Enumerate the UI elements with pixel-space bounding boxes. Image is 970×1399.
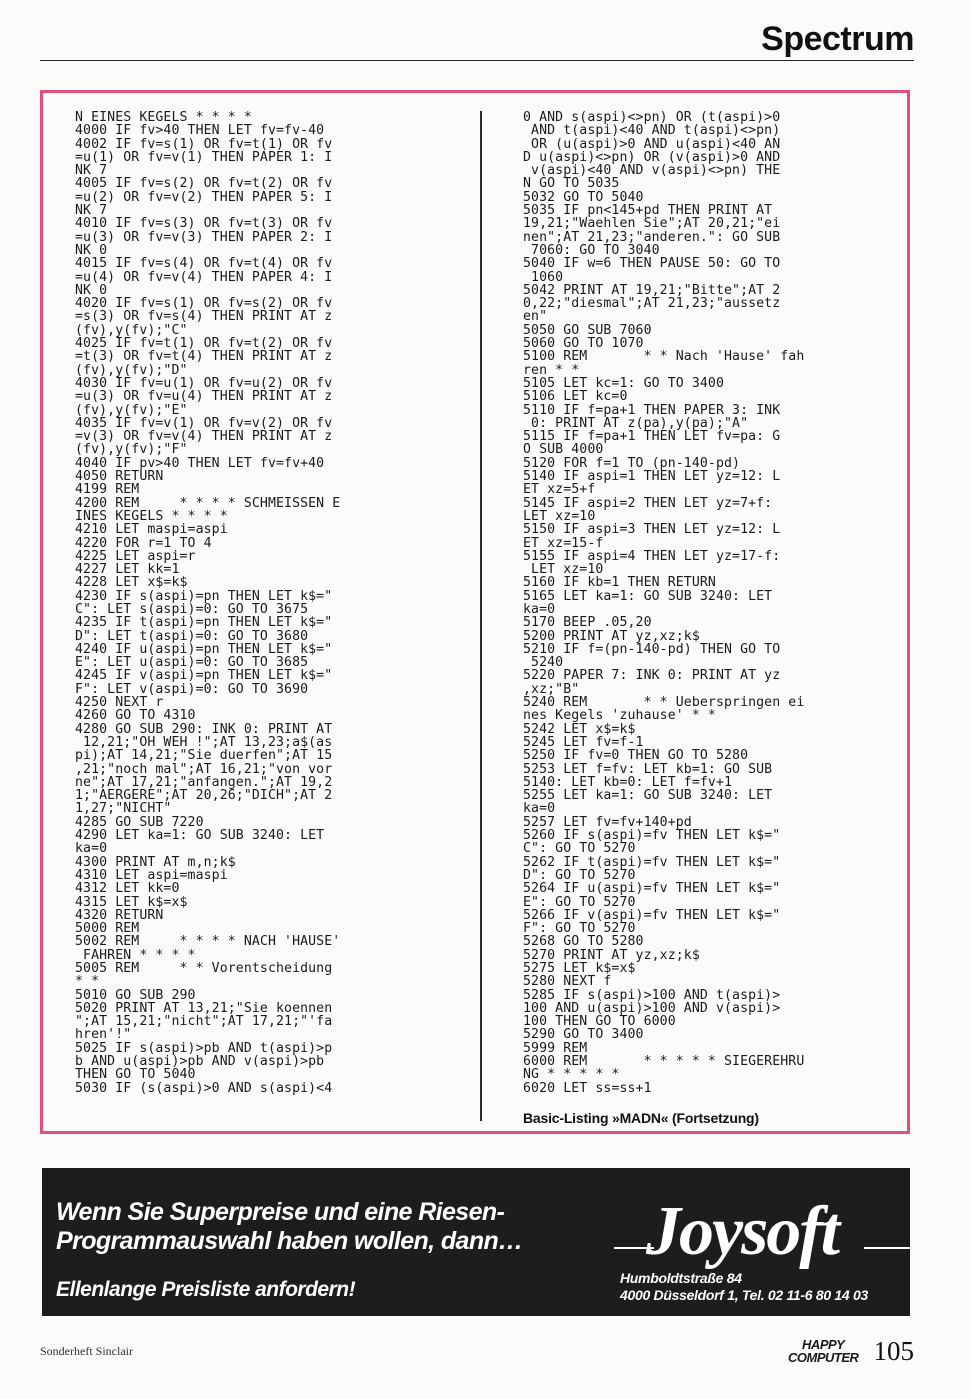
code-line: 5160 IF kb=1 THEN RETURN [523, 575, 716, 591]
ad-headline-line-2: Programmauswahl haben wollen, dann… [56, 1227, 523, 1255]
code-line: nen";AT 21,23;"anderen.": GO SUB [523, 229, 781, 245]
code-line: 5120 FOR f=1 TO (pn-140-pd) [523, 455, 741, 471]
code-line: 6020 LET ss=ss+1 [523, 1080, 652, 1096]
code-line: 5040 IF w=6 THEN PAUSE 50: GO TO [523, 256, 781, 272]
code-line: D": GO TO 5270 [523, 867, 636, 883]
code-line: 5245 LET fv=f-1 [523, 734, 644, 750]
code-line: =u(3) OR fv=v(3) THEN PAPER 2: I [75, 229, 333, 245]
code-line: THEN GO TO 5040 [75, 1067, 196, 1083]
code-line: 4290 LET ka=1: GO SUB 3240: LET [75, 828, 325, 844]
code-line: 1;"AERGERE";AT 20,26;"DICH";AT 2 [75, 788, 333, 804]
code-line: 4228 LET x$=k$ [75, 575, 188, 591]
code-line: (fv),y(fv);"E" [75, 402, 188, 418]
code-line: 5010 GO SUB 290 [75, 987, 196, 1003]
code-line: =v(3) OR fv=v(4) THEN PRINT AT z [75, 429, 333, 445]
code-line: INES KEGELS * * * * [75, 508, 228, 524]
code-line: 4320 RETURN [75, 907, 164, 923]
code-line: en" [523, 309, 548, 325]
code-line: 4285 GO SUB 7220 [75, 814, 204, 830]
code-line: 5255 LET ka=1: GO SUB 3240: LET [523, 788, 773, 804]
code-line: ne";AT 17,21;"anfangen.";AT 19,2 [75, 774, 333, 790]
code-line: 5999 REM [523, 1040, 588, 1056]
code-line: 4030 IF fv=u(1) OR fv=u(2) OR fv [75, 375, 333, 391]
code-line: 5110 IF f=pa+1 THEN PAPER 3: INK [523, 402, 781, 418]
code-line: 4227 LET kk=1 [75, 562, 180, 578]
code-line: 5268 GO TO 5280 [523, 934, 644, 950]
code-line: 4235 IF t(aspi)=pn THEN LET k$=" [75, 615, 333, 631]
code-line: E": GO TO 5270 [523, 894, 636, 910]
code-line: 5260 IF s(aspi)=fv THEN LET k$=" [523, 828, 781, 844]
joysoft-advertisement [42, 1168, 910, 1316]
code-line: 4040 IF pv>40 THEN LET fv=fv+40 [75, 455, 325, 471]
code-line: 5242 LET x$=k$ [523, 721, 636, 737]
code-line: 4010 IF fv=s(3) OR fv=t(3) OR fv [75, 216, 333, 232]
code-line: ka=0 [523, 601, 556, 617]
code-line: (fv),y(fv);"C" [75, 322, 188, 338]
code-line: NG * * * * * [523, 1067, 620, 1083]
code-line: b AND u(aspi)>pb AND v(aspi)>pb [75, 1054, 325, 1070]
code-line: NK 0 [75, 282, 108, 298]
code-line: 5106 LET kc=0 [523, 389, 628, 405]
code-line: 4199 REM [75, 482, 140, 498]
code-line: 5264 IF u(aspi)=fv THEN LET k$=" [523, 881, 781, 897]
code-line: 4300 PRINT AT m,n;k$ [75, 854, 236, 870]
code-line: ET xz=5+f [523, 482, 596, 498]
code-line: 5140: LET kb=0: LET f=fv+1 [523, 774, 733, 790]
code-line: D u(aspi)<>pn) OR (v(aspi)>0 AND [523, 149, 781, 165]
code-line: 5210 IF f=(pn-140-pd) THEN GO TO [523, 641, 781, 657]
code-line: LET xz=10 [523, 562, 604, 578]
code-line: FAHREN * * * * [75, 947, 196, 963]
code-line: 4200 REM * * * * SCHMEISSEN E [75, 495, 341, 511]
code-line: nes Kegels 'zuhause' * * [523, 708, 716, 724]
code-line: 5100 REM * * Nach 'Hause' fah [523, 349, 805, 365]
code-line: ,21;"noch mal";AT 16,21;"von vor [75, 761, 333, 777]
code-line: hren'!" [75, 1027, 132, 1043]
code-line: N EINES KEGELS * * * * [75, 110, 252, 125]
code-line: 5105 LET kc=1: GO TO 3400 [523, 375, 724, 391]
code-line: ren * * [523, 362, 580, 378]
code-line: =u(3) OR fv=u(4) THEN PRINT AT z [75, 389, 333, 405]
code-line: NK 0 [75, 242, 108, 258]
code-line: 4250 NEXT r [75, 695, 164, 711]
code-line: O SUB 4000 [523, 442, 604, 458]
code-line: 5032 GO TO 5040 [523, 189, 644, 205]
code-line: 4035 IF fv=v(1) OR fv=v(2) OR fv [75, 415, 333, 431]
code-line: 5257 LET fv=fv+140+pd [523, 814, 692, 830]
code-line: 0 AND s(aspi)<>pn) OR (t(aspi)>0 [523, 110, 781, 125]
code-line: 4310 LET aspi=maspi [75, 867, 228, 883]
listing-right-column [523, 111, 804, 1095]
code-line: pi);AT 14,21;"Sie duerfen";AT 15 [75, 748, 333, 764]
code-line: =u(1) OR fv=v(1) THEN PAPER 1: I [75, 149, 333, 165]
code-line: OR (u(aspi)>0 AND u(aspi)<40 AN [523, 136, 781, 152]
code-line: 19,21;"Waehlen Sie";AT 20,21;"ei [523, 216, 781, 232]
code-line: (fv),y(fv);"D" [75, 362, 188, 378]
code-line: 5275 LET k$=x$ [523, 961, 636, 976]
code-line: 5060 GO TO 1070 [523, 336, 644, 352]
joysoft-logo [614, 1194, 910, 1270]
code-line: =u(4) OR fv=v(4) THEN PAPER 4: I [75, 269, 333, 285]
code-line: 5140 IF aspi=1 THEN LET yz=12: L [523, 469, 781, 485]
code-line: 100 THEN GO TO 6000 [523, 1014, 676, 1030]
code-line: 5280 NEXT f [523, 974, 612, 990]
code-line: 5005 REM * * Vorentscheidung [75, 961, 333, 976]
listing-frame [40, 90, 910, 1134]
ad-headline [56, 1198, 523, 1256]
code-line: 5165 LET ka=1: GO SUB 3240: LET [523, 588, 773, 604]
code-line: 4280 GO SUB 290: INK 0: PRINT AT [75, 721, 333, 737]
code-line: =t(3) OR fv=t(4) THEN PRINT AT z [75, 349, 333, 365]
code-line: 4050 RETURN [75, 469, 164, 485]
ad-address-street: Humboldtstraße 84 [620, 1270, 742, 1286]
code-line: v(aspi)<40 AND v(aspi)<>pn) THE [523, 163, 781, 179]
section-title: Spectrum [761, 20, 914, 58]
code-line: 4240 IF u(aspi)=pn THEN LET k$=" [75, 641, 333, 657]
code-line: 4210 LET maspi=aspi [75, 522, 228, 538]
code-line: ";AT 15,21;"nicht";AT 17,21;"'fa [75, 1014, 333, 1030]
code-line: ,xz;"B" [523, 681, 580, 697]
code-line: LET xz=10 [523, 508, 596, 524]
code-line: 5000 REM [75, 921, 140, 937]
code-line: C": LET s(aspi)=0: GO TO 3675 [75, 601, 309, 617]
code-line: 4315 LET k$=x$ [75, 894, 188, 910]
footer-publication: Sonderheft Sinclair [40, 1344, 133, 1358]
code-line: 5020 PRINT AT 13,21;"Sie koennen [75, 1000, 333, 1016]
ad-call-to-action: Ellenlange Preisliste anfordern! [56, 1278, 356, 1301]
listing-caption: Basic-Listing »MADN« (Fortsetzung) [523, 1110, 759, 1126]
code-line: NK 7 [75, 163, 108, 179]
code-line: 0,22;"diesmal";AT 21,23;"aussetz [523, 296, 781, 312]
happy-computer-logo [788, 1338, 858, 1364]
code-line: ka=0 [75, 841, 108, 857]
header-rule [40, 60, 914, 61]
code-line: 5262 IF t(aspi)=fv THEN LET k$=" [523, 854, 781, 870]
ad-headline-line-1: Wenn Sie Superpreise und eine Riesen- [56, 1198, 505, 1226]
code-line: 5220 PAPER 7: INK 0: PRINT AT yz [523, 668, 781, 684]
code-line: 5250 IF fv=0 THEN GO TO 5280 [523, 748, 749, 764]
code-line: =s(3) OR fv=s(4) THEN PRINT AT z [75, 309, 333, 325]
code-line: 5253 LET f=fv: LET kb=1: GO SUB [523, 761, 773, 777]
code-line: 5240 [523, 655, 564, 671]
code-line: 4025 IF fv=t(1) OR fv=t(2) OR fv [75, 336, 333, 352]
code-line: 5290 GO TO 3400 [523, 1027, 644, 1043]
code-line: 5270 PRINT AT yz,xz;k$ [523, 947, 700, 963]
code-line: 4015 IF fv=s(4) OR fv=t(4) OR fv [75, 256, 333, 272]
code-line: 4220 FOR r=1 TO 4 [75, 535, 212, 551]
code-line: 5035 IF pn<145+pd THEN PRINT AT [523, 203, 773, 219]
code-line: 6000 REM * * * * * SIEGEREHRU [523, 1054, 805, 1070]
code-line: * * [75, 974, 100, 990]
code-line: ka=0 [523, 801, 556, 817]
code-line: 5285 IF s(aspi)>100 AND t(aspi)> [523, 987, 781, 1003]
ad-address-city-phone: 4000 Düsseldorf 1, Tel. 02 11-6 80 14 03 [620, 1287, 868, 1303]
code-line: 5170 BEEP .05,20 [523, 615, 652, 631]
code-line: 4020 IF fv=s(1) OR fv=s(2) OR fv [75, 296, 333, 312]
code-line: AND t(aspi)<40 AND t(aspi)<>pn) [523, 123, 781, 139]
code-line: (fv),y(fv);"F" [75, 442, 188, 458]
code-line: 4002 IF fv=s(1) OR fv=t(1) OR fv [75, 136, 333, 152]
code-line: 5155 IF aspi=4 THEN LET yz=17-f: [523, 548, 781, 564]
code-line: 5030 IF (s(aspi)>0 AND s(aspi)<4 [75, 1080, 333, 1096]
code-line: 100 AND u(aspi)>100 AND v(aspi)> [523, 1000, 781, 1016]
code-line: 5240 REM * * Ueberspringen ei [523, 695, 805, 711]
logo-line-happy: HAPPY [802, 1337, 845, 1352]
code-line: C": GO TO 5270 [523, 841, 636, 857]
logo-text: Joysoft [646, 1193, 839, 1270]
code-line: 5266 IF v(aspi)=fv THEN LET k$=" [523, 907, 781, 923]
code-line: 4000 IF fv>40 THEN LET fv=fv-40 [75, 123, 325, 139]
code-line: 5050 GO SUB 7060 [523, 322, 652, 338]
code-line: 4230 IF s(aspi)=pn THEN LET k$=" [75, 588, 333, 604]
code-line: 4225 LET aspi=r [75, 548, 196, 564]
listing-left-column [75, 111, 340, 1095]
code-line: 4312 LET kk=0 [75, 881, 180, 897]
ad-address [620, 1270, 868, 1304]
code-line: 5042 PRINT AT 19,21;"Bitte";AT 2 [523, 282, 781, 298]
code-line: =u(2) OR fv=v(2) THEN PAPER 5: I [75, 189, 333, 205]
code-line: ET xz=15-f [523, 535, 604, 551]
code-line: D": LET t(aspi)=0: GO TO 3680 [75, 628, 309, 644]
code-line: 12,21;"OH WEH !";AT 13,23;a$(as [75, 734, 333, 750]
column-divider [480, 111, 482, 1121]
code-line: 4005 IF fv=s(2) OR fv=t(2) OR fv [75, 176, 333, 192]
code-line: 7060: GO TO 3040 [523, 242, 660, 258]
code-line: NK 7 [75, 203, 108, 219]
code-line: 4260 GO TO 4310 [75, 708, 196, 724]
code-line: 5150 IF aspi=3 THEN LET yz=12: L [523, 522, 781, 538]
code-line: 5145 IF aspi=2 THEN LET yz=7+f: [523, 495, 773, 511]
code-line: 1060 [523, 269, 564, 285]
code-line: N GO TO 5035 [523, 176, 620, 192]
logo-line-computer: COMPUTER [788, 1350, 859, 1365]
code-line: F": GO TO 5270 [523, 921, 636, 937]
code-line: 5002 REM * * * * NACH 'HAUSE' [75, 934, 341, 950]
code-line: 4245 IF v(aspi)=pn THEN LET k$=" [75, 668, 333, 684]
code-line: F": LET v(aspi)=0: GO TO 3690 [75, 681, 309, 697]
code-line: 1,27;"NICHT" [75, 801, 172, 817]
code-line: 0: PRINT AT z(pa),y(pa);"A" [523, 415, 749, 431]
code-line: 5115 IF f=pa+1 THEN LET fv=pa: G [523, 429, 781, 445]
code-line: 5200 PRINT AT yz,xz;k$ [523, 628, 700, 644]
page-number: 105 [873, 1336, 914, 1366]
code-line: 5025 IF s(aspi)>pb AND t(aspi)>p [75, 1040, 333, 1056]
code-line: E": LET u(aspi)=0: GO TO 3685 [75, 655, 309, 671]
